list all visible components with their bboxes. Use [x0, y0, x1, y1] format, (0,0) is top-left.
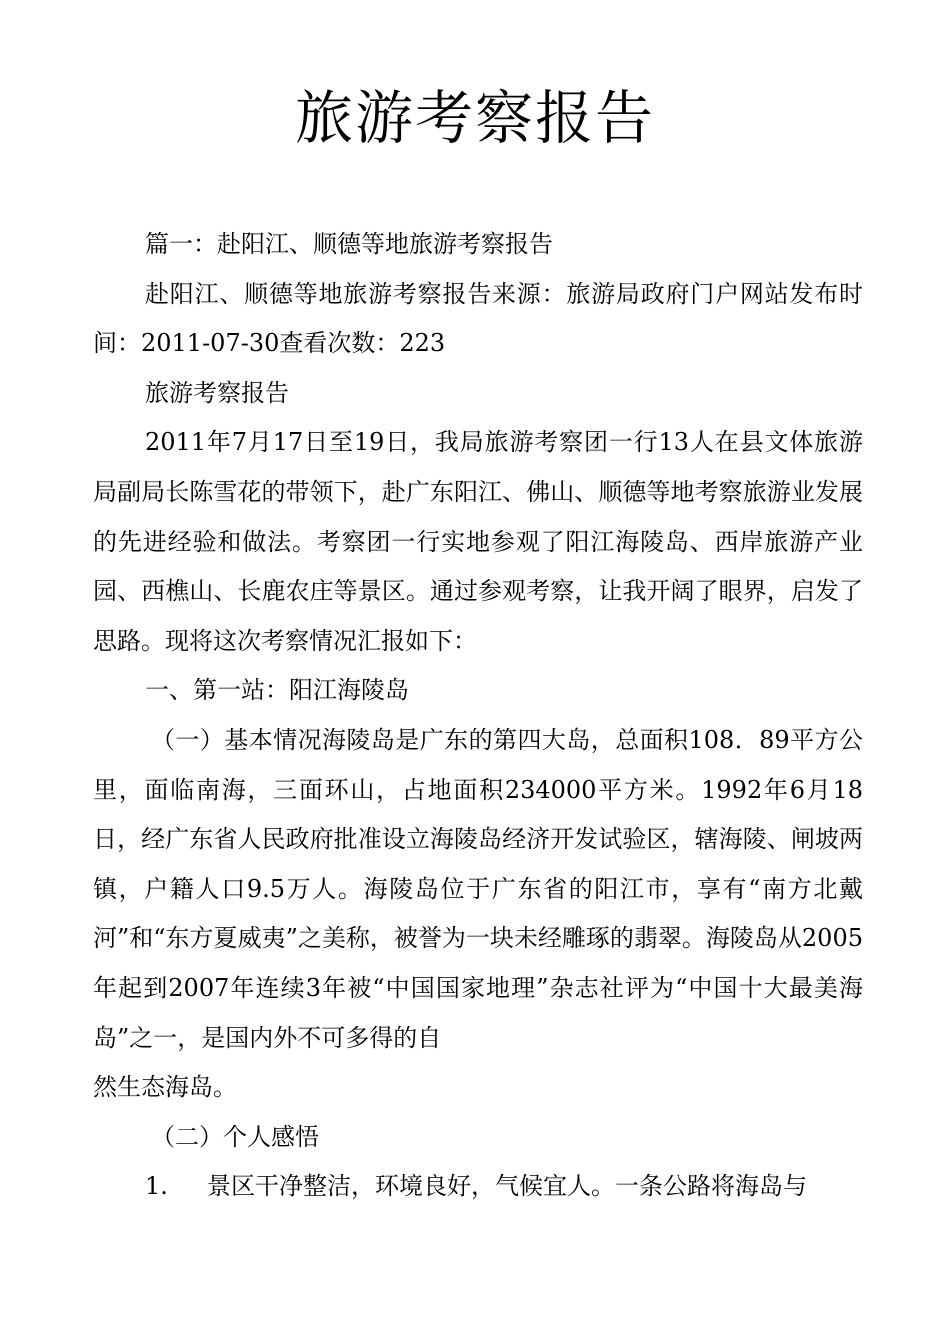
list-item-number: 1.: [145, 1172, 168, 1201]
intro-paragraph: 2011年7月17日至19日，我局旅游考察团一行13人在县文体旅游局副局长陈雪花的带领下，赴广东阳江、佛山、顺德等地考察旅游业发展的先进经验和做法。考察团一行实地参观了阳江海陵岛、西岸旅游产业园、西樵山、长鹿农庄等景区。通过参观考察，让我开阔了眼界，启发了思路。现将这次考察情况汇报如下：: [93, 428, 863, 655]
basic-info-paragraph: （一）基本情况海陵岛是广东的第四大岛，总面积108．89平方公里，面临南海，三面环山，占地面积234000平方米。1992年6月18日，经广东省人民政府批准设立海陵岛经济开发试验区，辖海陵、闸坡两镇，户籍人口9.5万人。海陵岛位于广东省的阳江市，享有“南方北戴河”和“东方夏威夷”之美称，被誉为一块未经雕琢的翡翠。海陵岛从2005年起到2007年连续3年被“中国国家地理”杂志社评为“中国十大最美海岛”之一，是国内外不可多得的自: [93, 725, 863, 1052]
reflection-heading: （二）个人感悟: [151, 1122, 319, 1151]
list-item-text: 景区干净整洁，环境良好，气候宜人。一条公路将海岛与: [207, 1172, 807, 1201]
document-body: [93, 220, 863, 1212]
station-heading: 一、第一站：阳江海陵岛: [145, 676, 409, 705]
subheading: 旅游考察报告: [145, 378, 289, 407]
list-item: [93, 1162, 863, 1212]
paragraph-continuation: 然生态海岛。: [93, 1073, 237, 1102]
document-title: 旅游考察报告: [294, 84, 655, 152]
source-line: 赴阳江、顺德等地旅游考察报告来源：旅游局政府门户网站发布时间：2011-07-30查看次数：223: [93, 279, 863, 358]
section-heading: 篇一：赴阳江、顺德等地旅游考察报告: [145, 230, 553, 258]
